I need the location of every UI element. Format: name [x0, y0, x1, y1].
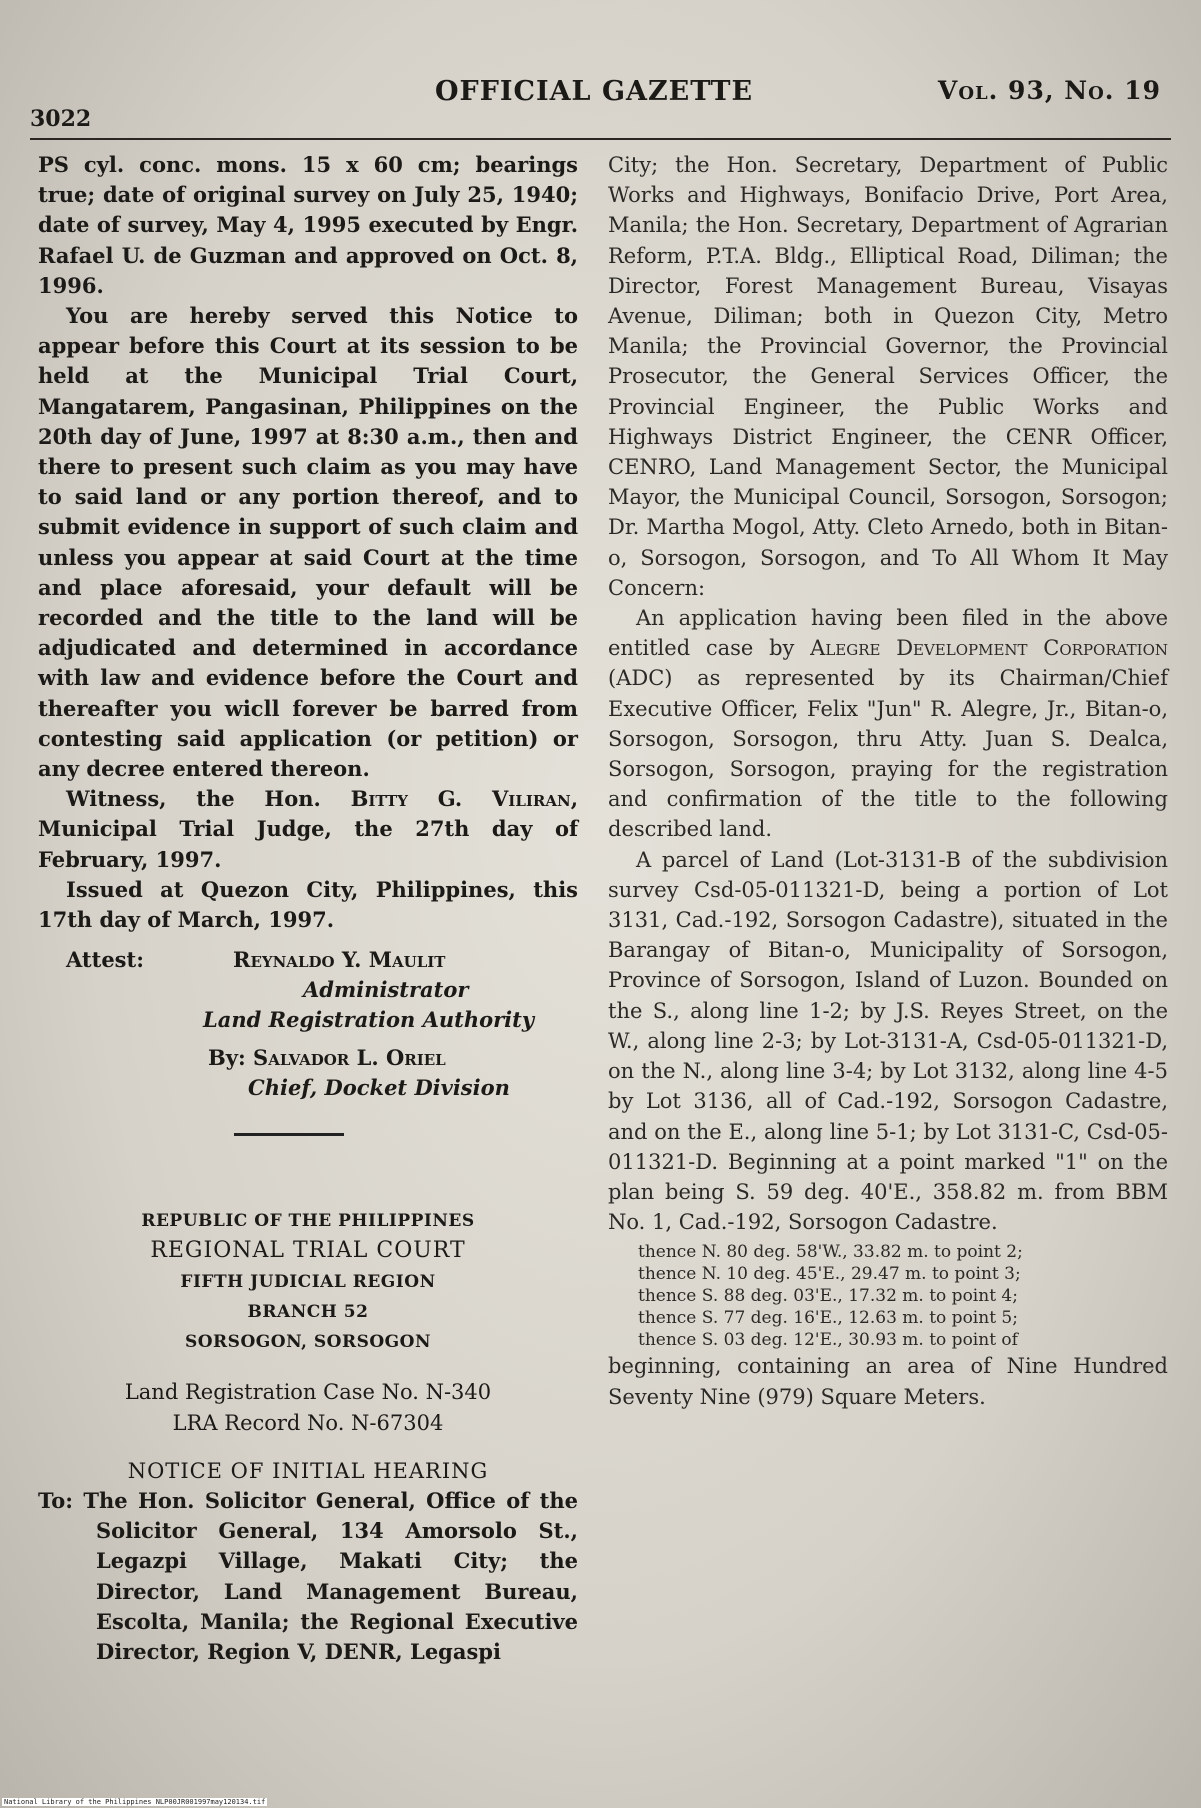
- bearing-line: thence S. 03 deg. 12'E., 30.93 m. to point of: [638, 1330, 1018, 1351]
- area-closing-text: beginning, containing an area of Nine Hundred Seventy Nine (979) Square Meters.: [608, 1354, 1168, 1409]
- branch-heading: BRANCH 52: [247, 1301, 369, 1322]
- application-paragraph: [608, 603, 1168, 845]
- bearing-line: thence N. 80 deg. 58'W., 33.82 m. to point 2;: [638, 1242, 1023, 1263]
- by-name: Salvador L. Oriel: [253, 1045, 446, 1071]
- location-heading: SORSOGON, SORSOGON: [184, 1332, 432, 1353]
- issued-paragraph: Issued at Quezon City, Philippines, this 17th day of March, 1997.: [38, 876, 578, 933]
- page-header: [30, 68, 1171, 132]
- bearing-line: thence S. 77 deg. 16'E., 12.63 m. to point 5;: [638, 1308, 1018, 1329]
- witness-paragraph: [38, 784, 578, 875]
- attest-label: Attest:: [66, 947, 144, 973]
- attest-title: Administrator: [303, 977, 469, 1003]
- by-label: By:: [208, 1045, 246, 1071]
- page-number: 3022: [30, 106, 92, 132]
- case-number: Land Registration Case No. N-340: [124, 1380, 492, 1405]
- applicant-corporation: Alegre Development Corporation: [810, 636, 1168, 661]
- bearing-line: thence S. 88 deg. 03'E., 17.32 m. to point 4;: [638, 1286, 1018, 1307]
- notice-title: NOTICE OF INITIAL HEARING: [127, 1458, 489, 1483]
- attest-office: Land Registration Authority: [203, 1007, 535, 1033]
- section-divider: [234, 1133, 344, 1136]
- bearing-line: thence N. 10 deg. 45'E., 29.47 m. to point 3;: [638, 1264, 1021, 1285]
- attest-name: Reynaldo Y. Maulit: [233, 947, 446, 973]
- witness-pre: Witness, the Hon.: [66, 786, 321, 812]
- survey-paragraph: PS cyl. conc. mons. 15 x 60 cm; bearings true; date of original survey on July 25, 1940; date of survey, May 4, 1995 executed by Engr. Rafael U. de Guzman and approved on Oct. 8, 1996.: [38, 152, 578, 298]
- witness-post: Municipal Trial Judge, the 27th day of February, 1997.: [38, 816, 578, 872]
- right-column: [608, 150, 1168, 1412]
- addressees-continued: City; the Hon. Secretary, Department of Public Works and Highways, Bonifacio Drive, Port Area, Manila; the Hon. Secretary, Department of Agrarian Reform, P.T.A. Bldg., Elliptical Road, Diliman; the Director, Forest Management Bureau, Visayas Avenue, Diliman; both in Quezon City, Metro Manila; the Provincial Governor, the Provincial Prosecutor, the General Services Officer, the Provincial Engineer, the Public Works and Highways District Engineer, the CENR Officer, CENRO, Land Management Sector, the Municipal Mayor, the Municipal Council, Sorsogon, Sorsogon; Dr. Martha Mogol, Atty. Cleto Arnedo, both in Bitan-o, Sorsogon, Sorsogon, and To All Whom It May Concern:: [608, 153, 1168, 600]
- left-column: [38, 150, 578, 1667]
- witness-name: Bitty G. Viliran,: [350, 786, 579, 812]
- republic-heading: REPUBLIC OF THE PHILIPPINES: [141, 1211, 475, 1232]
- region-heading: FIFTH JUDICIAL REGION: [180, 1271, 436, 1292]
- application-pre: An application having been filed in the above entitled case by: [608, 606, 1168, 661]
- by-title: Chief, Docket Division: [248, 1075, 510, 1101]
- lra-record-number: LRA Record No. N-67304: [172, 1410, 444, 1435]
- publication-title: OFFICIAL GAZETTE: [435, 76, 754, 107]
- scan-footer: National Library of the Philippines NLP00JR001997may120134.tif: [4, 1798, 266, 1806]
- bearings-list: [608, 1241, 1168, 1351]
- court-heading: REGIONAL TRIAL COURT: [150, 1238, 466, 1264]
- notice-paragraph: You are hereby served this Notice to appear before this Court at its session to be held at the Municipal Trial Court, Mangatarem, Pangasinan, Philippines on the 20th day of June, 1997 at 8:30 a.m., then and there to present such claim as you may have to said land or any portion thereof, and to submit evidence in support of such claim and unless you appear at said Court at the time and place aforesaid, your default will be recorded and the title to the land will be adjudicated and determined in accordance with law and evidence before the Court and thereafter you wicll forever be barred from contesting said application (or petition) or any decree entered thereon.: [38, 303, 578, 782]
- land-description-paragraph: A parcel of Land (Lot-3131-B of the subdivision survey Csd-05-011321-D, being a portion of Lot 3131, Cad.-192, Sorsogon Cadastre), situated in the Barangay of Bitan-o, Municipality of Sorsogon, Province of Sorsogon, Island of Luzon. Bounded on the S., along line 1-2; by J.S. Reyes Street, on the W., along line 2-3; by Lot-3131-A, Csd-05-011321-D, on the N., along line 3-4; by Lot 3132, along line 4-5 by Lot 3136, all of Cad.-192, Sorsogon Cadastre, and on the E., along line 5-1; by Lot 3131-C, Csd-05-011321-D. Beginning at a point marked "1" on the plan being S. 59 deg. 40'E., 358.82 m. from BBM No. 1, Cad.-192, Sorsogon Cadastre.: [608, 847, 1168, 1235]
- attestation-block: [38, 945, 578, 1101]
- application-post: (ADC) as represented by its Chairman/Chief Executive Officer, Felix "Jun" R. Alegre, Jr., Bitan-o, Sorsogon, Sorsogon, thru Atty. Juan S. Dealca, Sorsogon, Sorsogon, praying for the registration and confirmation of the title to the following described land.: [608, 666, 1168, 842]
- volume-number: Vol. 93, No. 19: [937, 76, 1161, 105]
- header-rule: [30, 138, 1171, 140]
- signatory-block: [208, 1043, 446, 1073]
- addressees-paragraph: To: The Hon. Solicitor General, Office of the Solicitor General, 134 Amorsolo St., Legazpi Village, Makati City; the Director, Land Management Bureau, Escolta, Manila; the Regional Executive Director, Region V, DENR, Legaspi: [38, 1487, 578, 1664]
